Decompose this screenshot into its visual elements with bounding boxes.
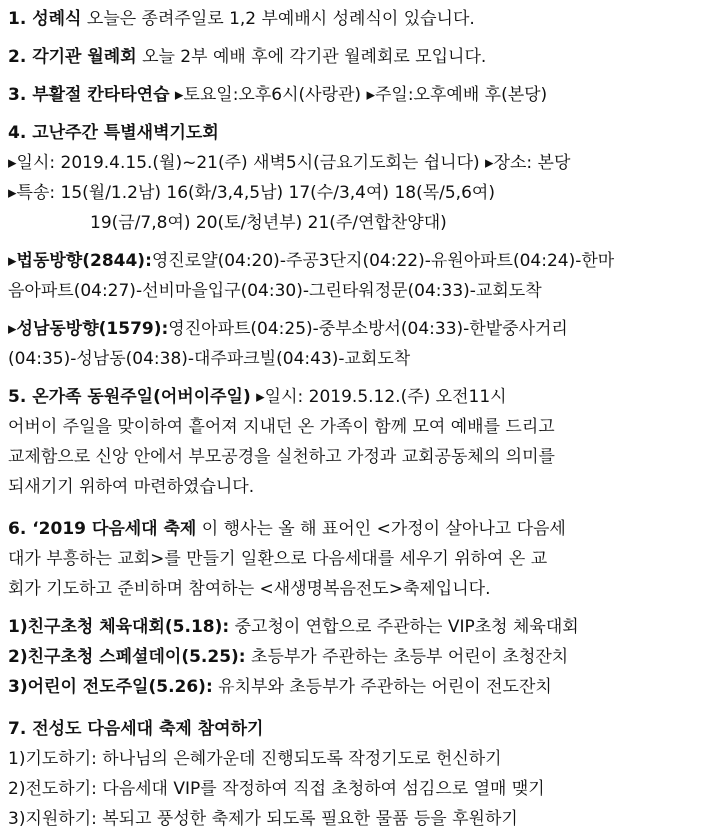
announcement-2-title: 2. 각기관 월례회	[8, 47, 137, 67]
festival-event-3-title: 3)어린이 전도주일(5.26):	[8, 677, 213, 697]
special-song-line-1: ▸특송: 15(월/1.2남) 16(화/3,4,5남) 17(수/3,4여) 18(목/5,6여)	[8, 183, 495, 203]
family-sunday-body-2: 교제함으로 신앙 안에서 부모공경을 실천하고 가정과 교회공동체의 의미를	[8, 447, 555, 467]
participation-3: 3)지원하기: 복되고 풍성한 축제가 되도록 필요한 물품 등을 후원하기	[8, 809, 518, 829]
festival-event-3	[8, 672, 702, 702]
festival-event-2	[8, 642, 702, 672]
festival-event-1	[8, 612, 702, 642]
bus-route-2-line-1: 영진아파트(04:25)-중부소방서(04:33)-한밭중사거리	[168, 319, 568, 339]
participation-2: 2)전도하기: 다음세대 VIP를 작정하여 직접 초청하여 섬김으로 열매 맺기	[8, 779, 545, 799]
festival-intro-3: 회가 기도하고 준비하며 참여하는 <새생명복음전도>축제입니다.	[8, 579, 491, 599]
family-sunday-body-3: 되새기기 위하여 마련하였습니다.	[8, 477, 255, 497]
announcement-4-title: 4. 고난주간 특별새벽기도회	[8, 123, 219, 143]
bus-route-1-title: ▸법동방향(2844):	[8, 251, 152, 271]
announcement-5-title: 5. 온가족 동원주일(어버이주일)	[8, 387, 251, 407]
bus-route-2	[8, 314, 702, 344]
cantata-sunday: ▸주일:오후예배 후(본당)	[366, 85, 548, 105]
announcement-1-text: 오늘은 종려주일로 1,2 부예배시 성례식이 있습니다.	[86, 9, 475, 29]
festival-event-2-text: 초등부가 주관하는 초등부 어린이 초청잔치	[251, 647, 569, 667]
bus-route-1-line-1: 영진로얄(04:20)-주공3단지(04:22)-유원아파트(04:24)-한마	[151, 251, 615, 271]
bus-route-2-title: ▸성남동방향(1579):	[8, 319, 169, 339]
announcement-6	[8, 514, 702, 702]
announcement-1	[8, 4, 702, 34]
announcement-6-title: 6. ‘2019 다음세대 축제	[8, 519, 197, 539]
announcement-7-title: 7. 전성도 다음세대 축제 참여하기	[8, 719, 264, 739]
announcement-2-text: 오늘 2부 예배 후에 각기관 월례회로 모입니다.	[142, 47, 487, 67]
family-sunday-date: ▸일시: 2019.5.12.(주) 오전11시	[256, 387, 507, 407]
announcement-5	[8, 382, 702, 502]
festival-intro-2: 대가 부흥하는 교회>를 만들기 일환으로 다음세대를 세우기 위하여 온 교	[8, 549, 548, 569]
festival-event-3-text: 유치부와 초등부가 주관하는 어린이 전도잔치	[218, 677, 552, 697]
prayer-date-line: ▸일시: 2019.4.15.(월)~21(주) 새벽5시(금요기도회는 쉽니다) ▸장소: 본당	[8, 153, 571, 173]
announcement-3-title: 3. 부활절 칸타타연습	[8, 85, 170, 105]
announcement-2	[8, 42, 702, 72]
festival-event-2-title: 2)친구초청 스페셜데이(5.25):	[8, 647, 246, 667]
participation-1: 1)기도하기: 하나님의 은혜가운데 진행되도록 작정기도로 헌신하기	[8, 749, 502, 769]
festival-intro-1: 이 행사는 올 해 표어인 <가정이 살아나고 다음세	[201, 519, 566, 539]
announcement-7	[8, 714, 702, 834]
cantata-saturday: ▸토요일:오후6시(사랑관)	[174, 85, 362, 105]
announcement-4	[8, 118, 702, 374]
bus-route-1-line-2: 음아파트(04:27)-선비마을입구(04:30)-그린타워정문(04:33)-교회도착	[8, 281, 542, 301]
announcement-3	[8, 80, 702, 110]
festival-event-1-title: 1)친구초청 체육대회(5.18):	[8, 617, 230, 637]
bus-route-1	[8, 246, 702, 276]
family-sunday-body-1: 어버이 주일을 맞이하여 흩어져 지내던 온 가족이 함께 모여 예배를 드리고	[8, 417, 555, 437]
announcement-1-title: 1. 성례식	[8, 9, 82, 29]
bus-route-2-line-2: (04:35)-성남동(04:38)-대주파크빌(04:43)-교회도착	[8, 349, 411, 369]
special-song-line-2: 19(금/7,8여) 20(토/청년부) 21(주/연합찬양대)	[90, 213, 447, 233]
festival-event-1-text: 중고청이 연합으로 주관하는 VIP초청 체육대회	[234, 617, 579, 637]
